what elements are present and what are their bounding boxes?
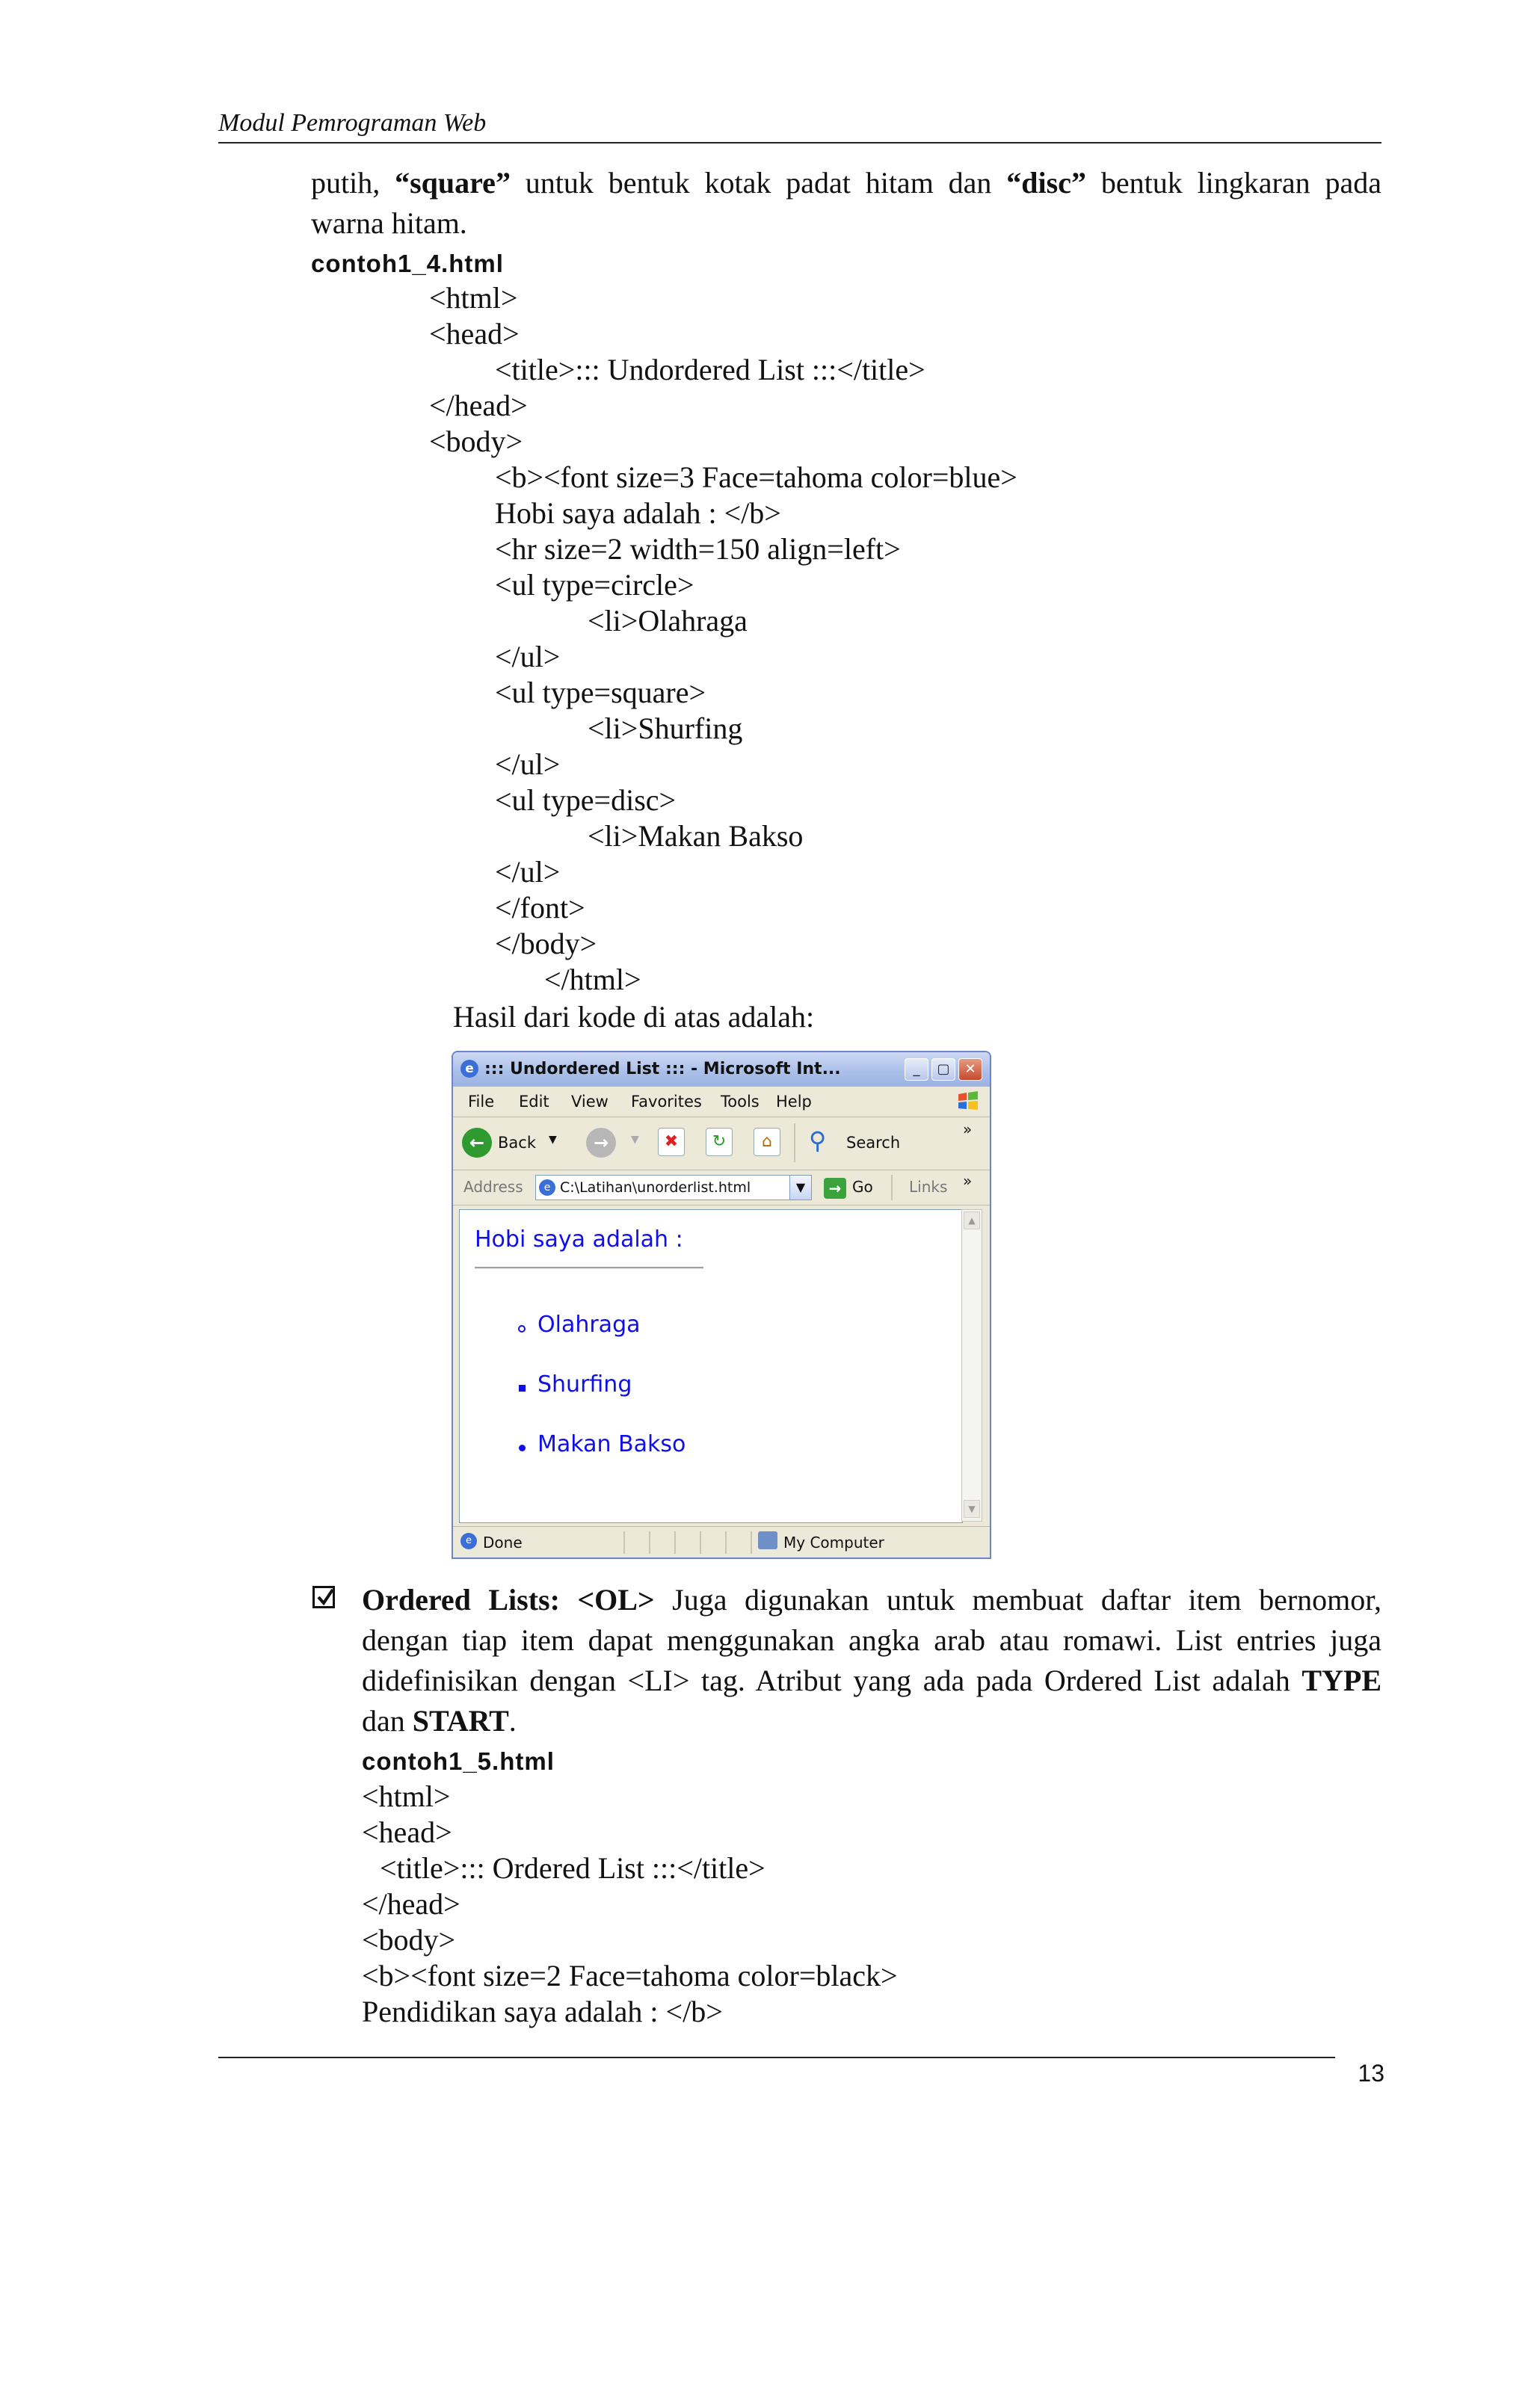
code-line: </ul>: [495, 747, 561, 781]
status-bar: [453, 1526, 990, 1558]
status-separator: [623, 1531, 625, 1554]
menu-favorites[interactable]: Favorites: [631, 1093, 702, 1111]
forward-dropdown-icon: ▼: [631, 1134, 639, 1146]
page-content: [459, 1209, 963, 1523]
intro-line-2: warna hitam.: [311, 206, 467, 240]
back-arrow-icon[interactable]: ←: [462, 1128, 492, 1158]
vertical-scrollbar[interactable]: [961, 1209, 982, 1522]
intro-text: putih,: [311, 166, 395, 200]
scroll-down-icon[interactable]: ▼: [964, 1500, 980, 1518]
ordered-text: .: [508, 1704, 517, 1738]
list-item: Olahraga: [537, 1312, 641, 1338]
result-caption: Hasil dari kode di atas adalah:: [453, 1000, 815, 1034]
example1-filename: contoh1_4.html: [311, 250, 504, 277]
code-line: <b><font size=2 Face=tahoma color=black>: [362, 1959, 898, 1992]
code-line: <head>: [362, 1815, 452, 1849]
code-line: </head>: [429, 389, 528, 422]
page-horizontal-rule: [475, 1267, 703, 1269]
code-line: <head>: [429, 317, 520, 351]
address-input[interactable]: [535, 1175, 810, 1200]
intro-text: untuk bentuk kotak padat hitam dan: [510, 166, 1007, 200]
back-button-label[interactable]: Back: [498, 1134, 536, 1152]
running-header: Modul Pemrograman Web: [218, 109, 487, 137]
ordered-lists-label: Ordered Lists: <OL>: [362, 1583, 655, 1617]
code-line: <ul type=square>: [495, 676, 706, 709]
address-dropdown-icon[interactable]: ▼: [789, 1175, 812, 1200]
address-label: Address: [463, 1178, 523, 1196]
page-icon: e: [539, 1179, 555, 1196]
checkmark-icon: [316, 1587, 336, 1609]
status-page-icon: e: [460, 1533, 477, 1549]
code-line: <body>: [429, 425, 523, 458]
code-line: </body>: [495, 927, 597, 960]
intro-text: bentuk lingkaran pada: [1085, 166, 1381, 200]
back-dropdown-icon[interactable]: ▼: [549, 1134, 557, 1146]
code-line: <li>Shurfing: [588, 711, 743, 745]
scroll-up-icon[interactable]: ▲: [964, 1211, 980, 1229]
minimize-button[interactable]: _: [905, 1058, 928, 1081]
ordered-text: Juga digunakan untuk membuat daftar item bernomor,: [654, 1583, 1381, 1617]
menu-tools[interactable]: Tools: [721, 1093, 760, 1111]
code-line: </ul>: [495, 640, 561, 673]
code-line: Hobi saya adalah : </b>: [495, 496, 781, 530]
code-line: Pendidikan saya adalah : </b>: [362, 1995, 723, 2028]
ordered-line-4: [362, 1701, 517, 1741]
start-attribute-label: START: [412, 1704, 509, 1738]
intro-line-1: [311, 163, 1381, 203]
links-chevron-icon[interactable]: »: [963, 1172, 973, 1190]
code-line: <ul type=disc>: [495, 783, 677, 817]
code-line: </head>: [362, 1887, 460, 1921]
my-computer-icon: [758, 1531, 777, 1549]
code-line: <ul type=circle>: [495, 568, 694, 602]
code-line: </font>: [495, 891, 585, 924]
address-separator: [891, 1175, 893, 1200]
address-bar: [453, 1170, 990, 1205]
links-label[interactable]: Links: [909, 1178, 948, 1196]
menu-file[interactable]: File: [468, 1093, 495, 1111]
status-separator: [751, 1531, 752, 1554]
code-line: <li>Olahraga: [588, 604, 748, 637]
ordered-line-1: [362, 1580, 1381, 1620]
disc-bullet-icon: [519, 1445, 526, 1451]
toolbar-separator: [794, 1123, 795, 1162]
close-button[interactable]: ✕: [958, 1058, 982, 1081]
stop-icon[interactable]: ✖: [658, 1128, 685, 1156]
status-separator: [674, 1531, 676, 1554]
list-item: Makan Bakso: [537, 1431, 686, 1457]
header-rule: [218, 142, 1381, 143]
code-line: </ul>: [495, 855, 561, 889]
status-separator: [649, 1531, 650, 1554]
search-icon[interactable]: ⚲: [809, 1126, 827, 1155]
browser-title: ::: Undordered List ::: - Microsoft Int...: [484, 1060, 841, 1078]
browser-window: [452, 1051, 991, 1559]
toolbar-chevron-icon[interactable]: »: [963, 1120, 973, 1138]
status-left-text: Done: [483, 1534, 523, 1552]
menu-view[interactable]: View: [571, 1093, 609, 1111]
code-line: <title>::: Undordered List :::</title>: [495, 353, 925, 386]
ordered-line-3: [362, 1661, 1381, 1701]
example2-filename: contoh1_5.html: [362, 1747, 555, 1775]
search-button-label[interactable]: Search: [846, 1134, 901, 1152]
intro-bold-disc: “disc”: [1006, 166, 1086, 200]
code-line: <html>: [429, 281, 518, 315]
code-line: <body>: [362, 1923, 456, 1957]
checked-box-icon: [312, 1586, 335, 1608]
ordered-text: dan: [362, 1704, 413, 1738]
status-separator: [725, 1531, 727, 1554]
type-attribute-label: TYPE: [1301, 1664, 1381, 1697]
forward-arrow-icon[interactable]: →: [586, 1128, 616, 1158]
ie-icon: e: [460, 1060, 478, 1078]
page-number: 13: [1358, 2060, 1384, 2087]
page-heading: Hobi saya adalah :: [475, 1226, 683, 1253]
maximize-button[interactable]: ▢: [931, 1058, 955, 1081]
footer-rule: [218, 2057, 1335, 2058]
code-line: <li>Makan Bakso: [588, 819, 804, 853]
refresh-icon[interactable]: ↻: [706, 1128, 733, 1156]
windows-flag-icon: [955, 1090, 981, 1112]
browser-titlebar: [453, 1052, 990, 1087]
ordered-text: didefinisikan dengan <LI> tag. Atribut yang ada pada Ordered List adalah: [362, 1664, 1302, 1697]
code-line: <hr size=2 width=150 align=left>: [495, 532, 901, 566]
status-right-text: My Computer: [783, 1534, 884, 1552]
code-line: <b><font size=3 Face=tahoma color=blue>: [495, 460, 1017, 494]
code-line: <html>: [362, 1779, 451, 1813]
address-value: C:\Latihan\unorderlist.html: [560, 1179, 751, 1196]
intro-bold-square: “square”: [395, 166, 511, 200]
square-bullet-icon: [519, 1385, 526, 1392]
code-line: </html>: [544, 963, 641, 996]
browser-toolbar: [453, 1117, 990, 1170]
code-line: <title>::: Ordered List :::</title>: [380, 1851, 766, 1885]
menu-edit[interactable]: Edit: [519, 1093, 549, 1111]
status-separator: [700, 1531, 701, 1554]
home-icon[interactable]: ⌂: [754, 1128, 780, 1156]
menu-help[interactable]: Help: [776, 1093, 812, 1111]
menu-bar: [453, 1087, 990, 1117]
go-arrow-icon[interactable]: →: [824, 1178, 846, 1199]
go-button-label[interactable]: Go: [852, 1178, 873, 1196]
circle-bullet-icon: [518, 1325, 526, 1333]
ordered-line-2: dengan tiap item dapat menggunakan angka arab atau romawi. List entries juga: [362, 1623, 1381, 1657]
list-item: Shurfing: [537, 1371, 632, 1398]
